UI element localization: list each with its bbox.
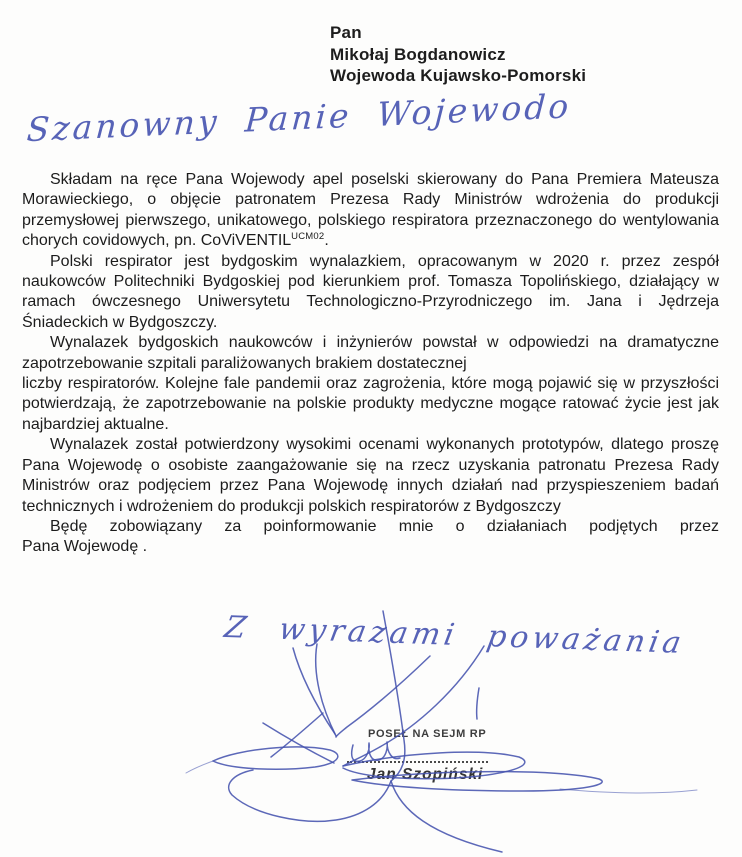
paragraph-5-line1: Będę zobowiązany za poinformowanie mnie o działaniach podjętych przez (50, 517, 719, 535)
recipient-block (330, 22, 586, 87)
signature-dotted-line (347, 754, 488, 763)
paragraph-3-part1: Wynalazek bydgoskich naukowców i inżynierów powstał w odpowiedzi na dramatyczne zapotrzebowanie szpitali paraliżowanych brakiem dostatecznej (22, 334, 719, 372)
recipient-name: Mikołaj Bogdanowicz (330, 44, 506, 64)
paragraph-2: Polski respirator jest bydgoskim wynalazkiem, opracowanym w 2020 r. przez zespół naukowców Politechniki Bydgoskiej pod kierunkiem prof. Tomasza Topolińskiego, działający w ramach ówczesnego Uniwersytetu Technologiczno-Przyrodniczego im. Jana i Jędrzeja Śniadeckich w Bydgoszczy. (22, 252, 719, 331)
handwritten-greeting: Szanowny Panie Wojewodo (25, 86, 573, 150)
paragraph-1 (22, 170, 719, 252)
deputy-title-label: POSEŁ NA SEJM RP (368, 728, 487, 740)
paragraph-1-period: . (324, 232, 329, 250)
recipient-title: Wojewoda Kujawsko-Pomorski (330, 66, 587, 85)
paragraph-4: Wynalazek został potwierdzony wysokimi ocenami wykonanych prototypów, dlatego proszę Pana Wojewodę o osobiste zaangażowanie się na rzecz uzyskania patronatu Prezesa Rady Ministrów oraz podjęciem przez Pana Wojewodę innych działań nad przyspieszeniem badań technicznych i wdrożeniem do produkcji polskich respiratorów z Bydgoszczy (22, 436, 719, 515)
paragraph-1-text: Składam na ręce Pana Wojewody apel poselski skierowany do Pana Premiera Mateusza Morawieckiego, o objęcie patronatem Prezesa Rady Ministrów wdrożenia do produkcji przemysłowej pierwszego, unikatowego, polskiego respiratora przeznaczonego do wentylowania chorych covidowych, pn. CoViVENTIL (22, 171, 719, 250)
recipient-salutation: Pan (330, 23, 362, 42)
coviventil-superscript: UCM02 (291, 231, 325, 243)
letter-body (22, 170, 719, 558)
handwritten-closing: Z wyrazami poważania (221, 610, 688, 661)
paragraph-5-line2: Pana Wojewodę . (22, 538, 148, 556)
paragraph-3-part2: liczby respiratorów. Kolejne fale pandemii oraz zagrożenia, które mogą pojawić się w przyszłości potwierdzają, że zapotrzebowanie na polskie produkty medyczne mogące ratować życie jest jak najbardziej aktualne. (22, 375, 719, 433)
deputy-name-label: Jan Szopiński (367, 766, 484, 783)
